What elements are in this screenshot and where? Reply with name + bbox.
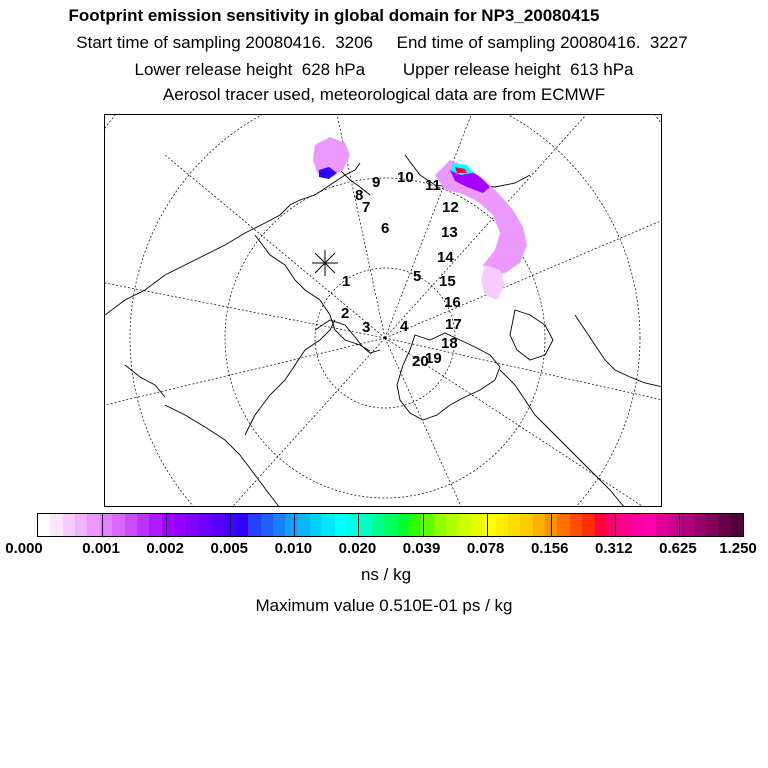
colorbar-swatch (38, 514, 51, 536)
colorbar (37, 513, 744, 537)
colorbar-swatch (694, 514, 707, 536)
track-label: 19 (425, 350, 442, 367)
colorbar-swatch (384, 514, 397, 536)
track-label: 14 (437, 249, 454, 266)
colorbar-swatch (335, 514, 348, 536)
colorbar-tick-label: 0.156 (530, 540, 569, 557)
colorbar-swatch (582, 514, 595, 536)
colorbar-swatch (261, 514, 274, 536)
coastline-hudson (510, 310, 553, 360)
colorbar-swatch (656, 514, 669, 536)
meridian (385, 115, 475, 338)
track-label: 11 (425, 177, 441, 194)
colorbar-divider (294, 514, 295, 536)
polar-map (105, 115, 662, 507)
track-labels (341, 169, 462, 370)
colorbar-swatch (446, 514, 459, 536)
track-label: 6 (381, 220, 390, 237)
colorbar-swatch (236, 514, 249, 536)
sampling-time-line: Start time of sampling 20080416. 3206 End time of sampling 20080416. 3227 (76, 33, 688, 52)
colorbar-swatch (75, 514, 88, 536)
track-label: 4 (400, 318, 409, 335)
colorbar-tick-label: 0.002 (146, 540, 184, 557)
colorbar-swatch (483, 514, 496, 536)
colorbar-swatch (520, 514, 533, 536)
colorbar-swatch (186, 514, 199, 536)
colorbar-tick-label: 0.078 (466, 540, 505, 557)
colorbar-swatch (706, 514, 719, 536)
star-marker (312, 250, 338, 276)
track-label: 18 (441, 335, 458, 352)
meridian (105, 338, 385, 405)
track-label: 2 (341, 305, 350, 322)
track-label: 1 (342, 273, 351, 290)
tracer-info-line: Aerosol tracer used, meteorological data are from ECMWF (162, 85, 606, 104)
track-label: 13 (441, 224, 458, 241)
colorbar-divider (423, 514, 424, 536)
colorbar-swatch (496, 514, 509, 536)
coastline-canada-east (575, 315, 662, 387)
colorbar-tick-label: 0.001 (82, 540, 120, 557)
colorbar-swatch (595, 514, 608, 536)
colorbar-swatch (681, 514, 694, 536)
coastlines (105, 155, 662, 507)
coastline-africa (165, 405, 280, 507)
colorbar-swatch (397, 514, 410, 536)
track-label: 16 (444, 294, 461, 311)
colorbar-swatch (360, 514, 373, 536)
colorbar-swatch (459, 514, 472, 536)
track-label: 15 (439, 273, 456, 290)
colorbar-swatch (87, 514, 100, 536)
colorbar-swatch (162, 514, 175, 536)
map-panel (104, 114, 662, 507)
colorbar-swatch (508, 514, 521, 536)
colorbar-swatch (285, 514, 298, 536)
coastline-asia (105, 163, 360, 315)
colorbar-swatch (557, 514, 570, 536)
colorbar-divider (358, 514, 359, 536)
plot-title: Footprint emission sensitivity in global domain for NP3_20080415 (68, 6, 600, 25)
latitude-circle (130, 115, 640, 507)
colorbar-divider (166, 514, 167, 536)
colorbar-tick-label: 0.312 (595, 540, 633, 557)
meridian (165, 155, 385, 338)
colorbar-swatch (273, 514, 286, 536)
colorbar-swatch (718, 514, 731, 536)
meridians (105, 115, 662, 507)
track-label: 9 (372, 174, 381, 191)
colorbar-tick-label: 0.039 (402, 540, 441, 557)
colorbar-tick-label: 0.000 (5, 540, 43, 557)
colorbar-swatch (125, 514, 138, 536)
colorbar-swatch (533, 514, 546, 536)
colorbar-swatch (248, 514, 261, 536)
track-label: 3 (362, 319, 371, 336)
track-label: 12 (442, 199, 459, 216)
track-label: 5 (413, 268, 422, 285)
colorbar-divider (230, 514, 231, 536)
colorbar-swatch (322, 514, 335, 536)
release-height-line: Lower release height 628 hPa Upper release height 613 hPa (134, 60, 634, 79)
latitude-circle (105, 115, 662, 507)
colorbar-divider (487, 514, 488, 536)
colorbar-divider (679, 514, 680, 536)
colorbar-swatch (211, 514, 224, 536)
colorbar-tick-label: 0.625 (659, 540, 697, 557)
colorbar-swatch (298, 514, 311, 536)
meridian (385, 115, 595, 338)
track-label: 10 (397, 169, 414, 186)
colorbar-divider (102, 514, 103, 536)
colorbar-tick-label: 0.020 (338, 540, 377, 557)
colorbar-divider (615, 514, 616, 536)
track-label: 7 (362, 199, 371, 216)
colorbar-swatch (63, 514, 76, 536)
colorbar-swatch (632, 514, 645, 536)
colorbar-swatch (149, 514, 162, 536)
colorbar-swatch (570, 514, 583, 536)
colorbar-swatch (619, 514, 632, 536)
maximum-value: Maximum value 0.510E-01 ps / kg (255, 596, 513, 615)
colorbar-swatch (607, 514, 620, 536)
track-label: 17 (445, 316, 462, 333)
colorbar-swatch (731, 514, 744, 536)
colorbar-swatch (644, 514, 657, 536)
track-label: 20 (412, 353, 429, 370)
colorbar-tick-label: 0.005 (210, 540, 249, 557)
coastline-europe (245, 320, 335, 435)
colorbar-swatch (471, 514, 484, 536)
latitude-circles (105, 115, 662, 507)
colorbar-divider (551, 514, 552, 536)
colorbar-tick-label: 0.010 (274, 540, 313, 557)
colorbar-swatch (174, 514, 187, 536)
colorbar-tick-label: 1.250 (719, 540, 757, 557)
colorbar-units: ns / kg (360, 565, 412, 584)
colorbar-swatch (50, 514, 63, 536)
colorbar-swatch (199, 514, 212, 536)
colorbar-swatch (409, 514, 422, 536)
track-label: 8 (355, 187, 364, 204)
colorbar-swatch (434, 514, 447, 536)
colorbar-swatch (137, 514, 150, 536)
colorbar-swatch (310, 514, 323, 536)
coastline-north-america (500, 370, 625, 507)
colorbar-swatch (372, 514, 385, 536)
colorbar-swatch (112, 514, 125, 536)
